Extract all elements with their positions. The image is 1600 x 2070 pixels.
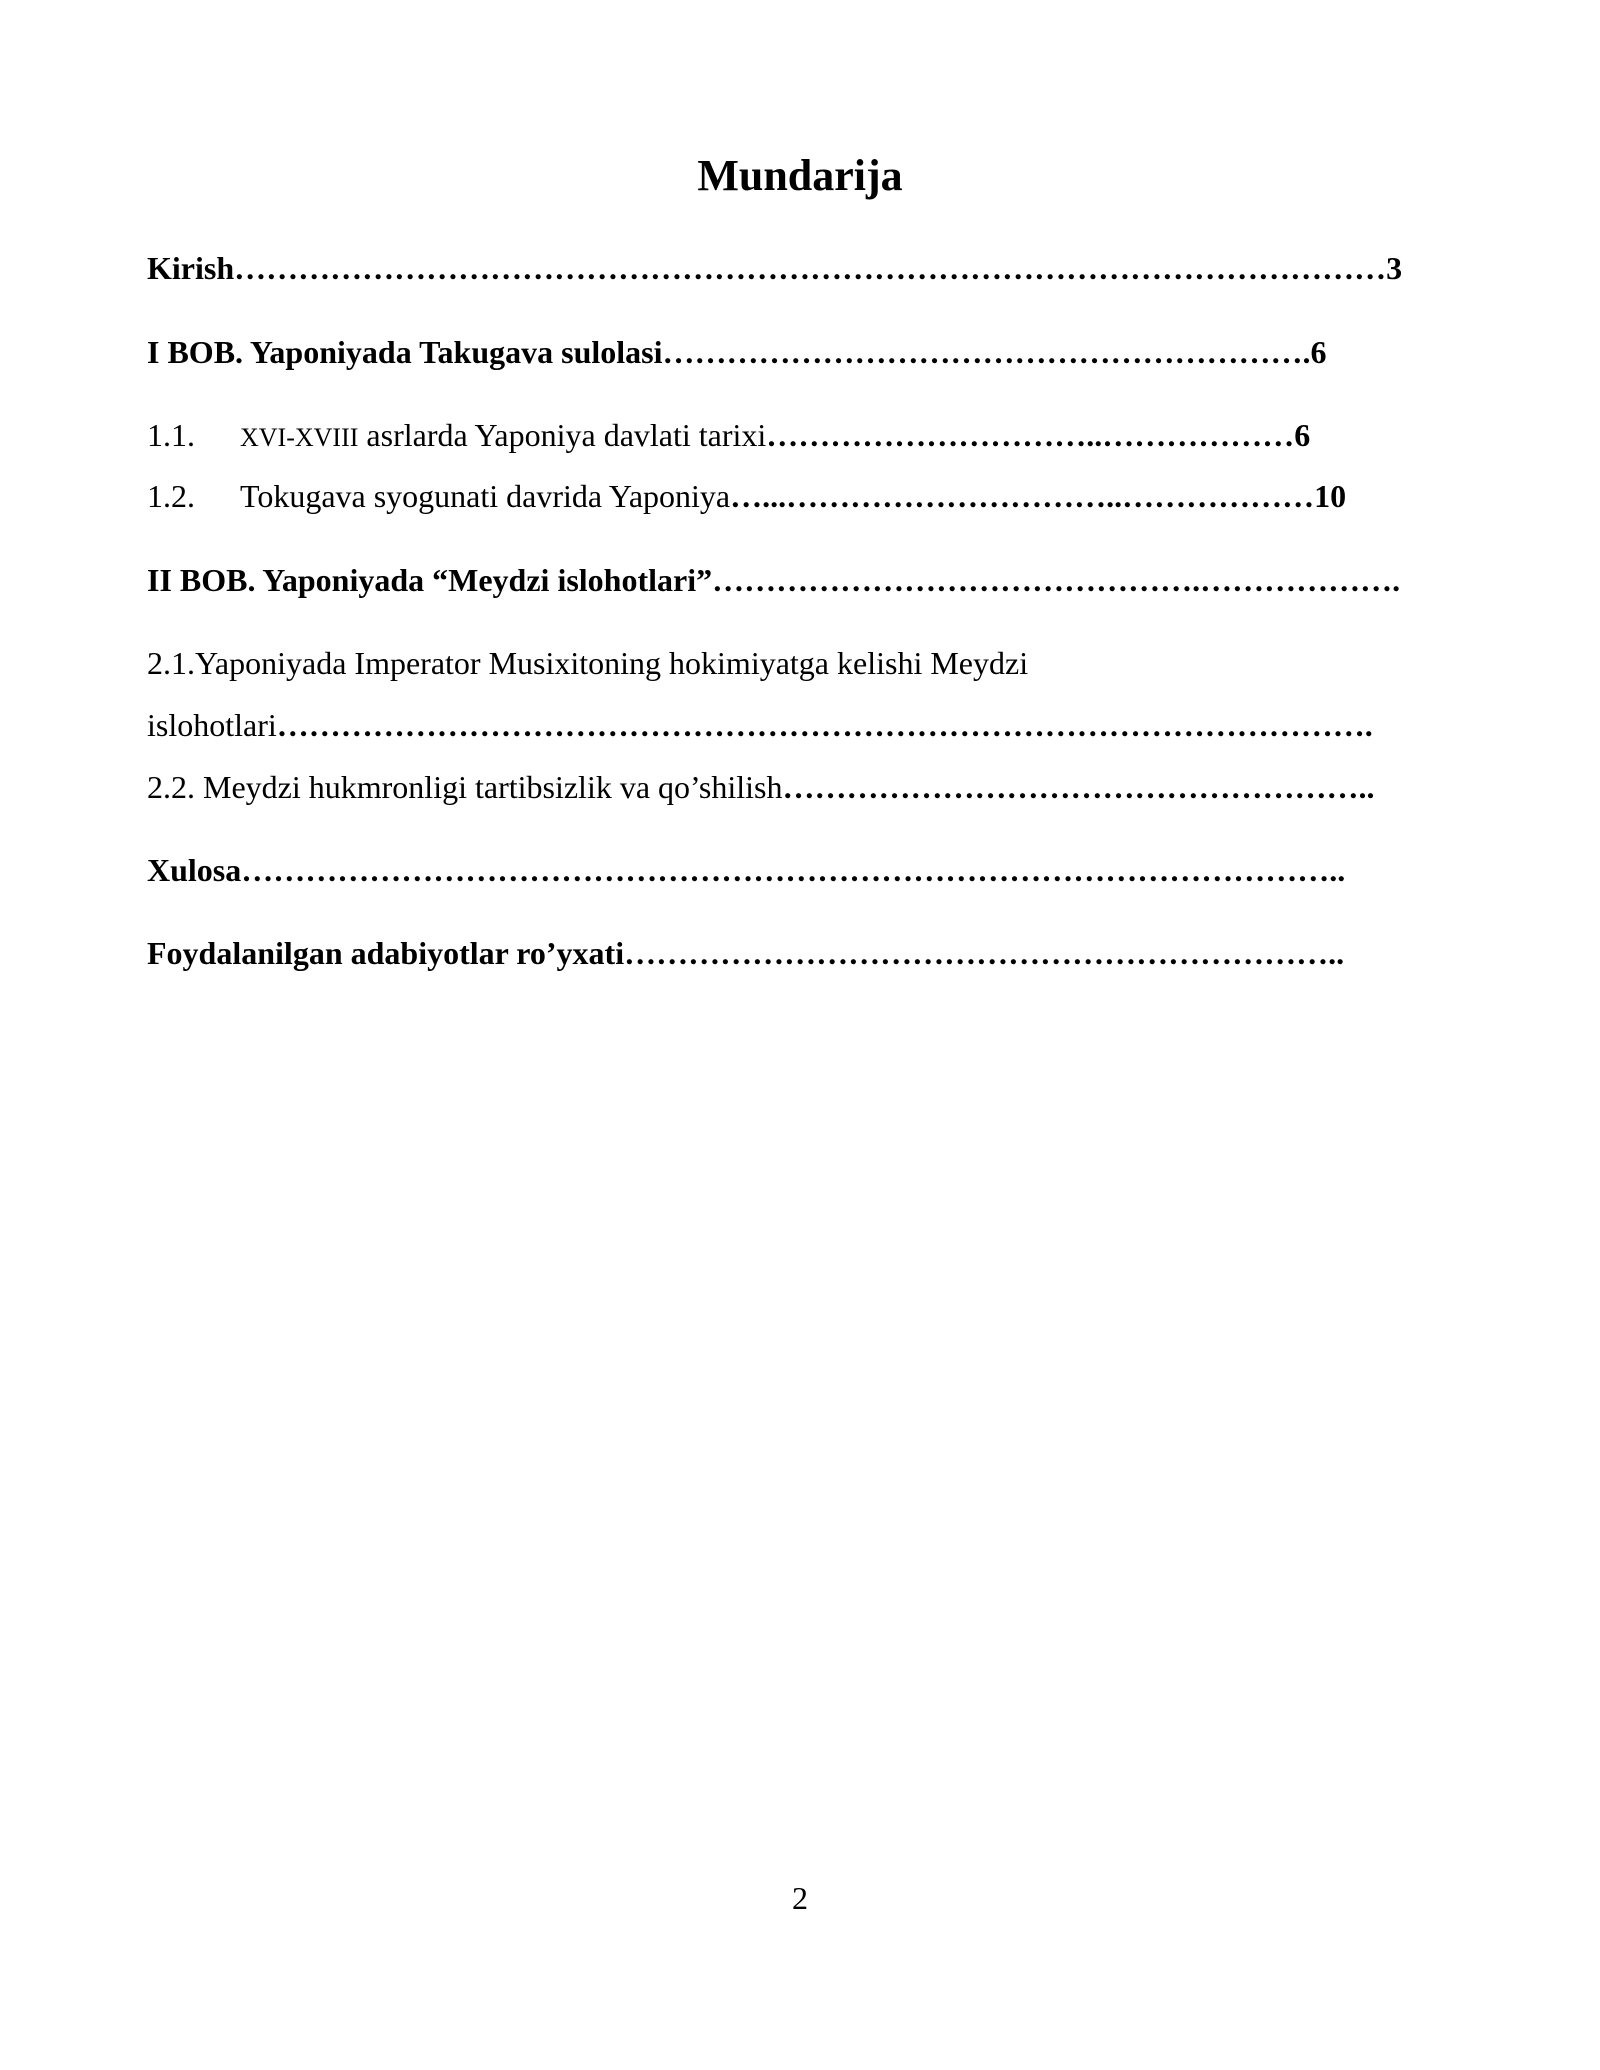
toc-leader-dots: …………………………..……………… bbox=[766, 417, 1295, 453]
toc-entry-adabiyotlar bbox=[147, 933, 1452, 973]
toc-entry-1-1 bbox=[147, 415, 1452, 458]
toc-entry-label: asrlarda Yaponiya davlati tarixi bbox=[358, 417, 767, 453]
toc-leader-dots: ………………………………………………………………………………………….. bbox=[241, 852, 1346, 888]
toc-entry-label: Kirish bbox=[147, 250, 235, 286]
toc-leader-dots: …………………………………………………………………………………………. bbox=[276, 707, 1373, 743]
page-number: 2 bbox=[792, 1880, 808, 1916]
toc-page-number: 3 bbox=[1386, 250, 1403, 286]
toc-entry-1-2 bbox=[147, 476, 1452, 516]
toc-entry-xulosa bbox=[147, 850, 1452, 890]
toc-leader-dots: ………………………………………………………….. bbox=[624, 935, 1345, 971]
toc-entry-2-1-line2 bbox=[147, 705, 1452, 745]
toc-entry-label: Foydalanilgan adabiyotlar ro’yxati bbox=[147, 935, 625, 971]
toc-entry-label: islohotlari bbox=[147, 707, 277, 743]
toc-leader-dots: ……………………………………………….. bbox=[782, 769, 1375, 805]
toc-leader-dots: ……………………………………………………………………………………………… bbox=[234, 250, 1387, 286]
toc-entry-label: II BOB. Yaponiyada “Meydzi islohotlari” bbox=[147, 562, 713, 598]
toc-entry-bob2 bbox=[147, 560, 1452, 600]
toc-entry-2-2 bbox=[147, 767, 1452, 807]
toc-entry-kirish bbox=[147, 248, 1452, 288]
toc-entry-label: 2.2. Meydzi hukmronligi tartibsizlik va qo’shilish bbox=[147, 769, 783, 805]
toc-entry-prefix: XVI-XVIII bbox=[240, 423, 359, 452]
toc-entry-label: Tokugava syogunati davrida Yaponiya bbox=[240, 478, 731, 514]
toc-section-number: 1.1. bbox=[147, 417, 195, 453]
toc-entry-2-1-line1 bbox=[147, 643, 1452, 683]
toc-section-number: 1.2. bbox=[147, 478, 195, 514]
toc-page-number: 6 bbox=[1310, 334, 1327, 370]
toc-entry-bob1 bbox=[147, 332, 1452, 372]
toc-leader-dots: …...…………………………..……………… bbox=[730, 478, 1315, 514]
toc-entry-label: I BOB. Yaponiyada Takugava sulolasi bbox=[147, 334, 663, 370]
toc-page-number: 10 bbox=[1314, 478, 1347, 514]
page-title: Mundarija bbox=[697, 151, 903, 200]
toc-page-number: 6 bbox=[1294, 417, 1311, 453]
toc-leader-dots: ……………………………………….………………. bbox=[712, 562, 1401, 598]
toc-entry-label: 2.1.Yaponiyada Imperator Musixitoning hokimiyatga kelishi Meydzi bbox=[147, 645, 1029, 681]
toc-leader-dots: ……………………………………………………. bbox=[662, 334, 1311, 370]
toc-entry-label: Xulosa bbox=[147, 852, 242, 888]
